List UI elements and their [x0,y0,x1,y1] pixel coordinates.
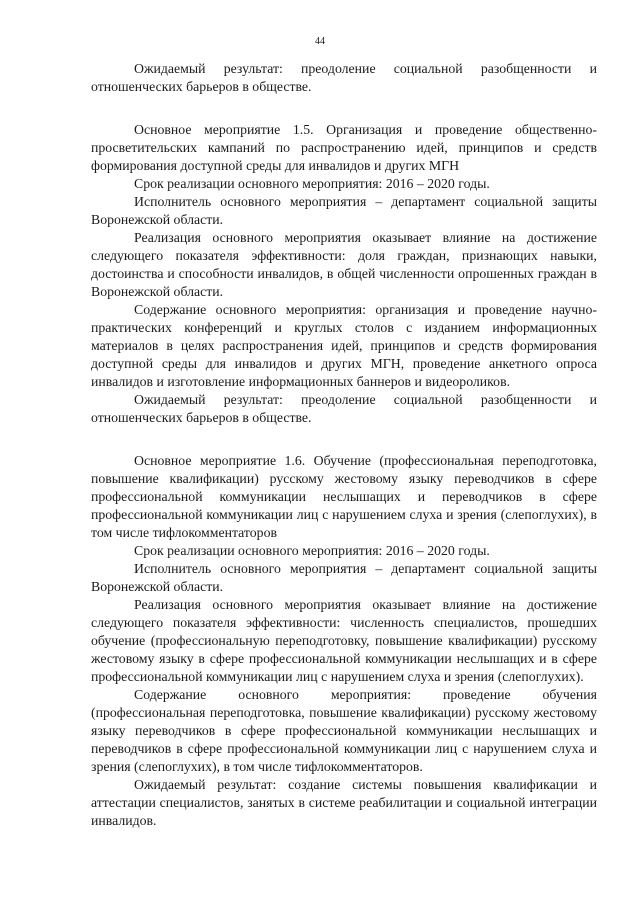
paragraph-expected-result-1-5: Ожидаемый результат: преодоление социальной разобщенности и отношенческих барьеров в обществе. [91,392,597,425]
paragraph-expected-result-1: Ожидаемый результат: преодоление социальной разобщенности и отношенческих барьеров в обществе. [91,61,597,94]
paragraph-impact-1-5: Реализация основного мероприятия оказывает влияние на достижение следующего показателя эффективности: доля граждан, признающих навыки, достоинства и способности инвалидов, в общей численности опрошенных граждан в Воронежской области. [91,230,597,299]
paragraph-expected-result-1-6: Ожидаемый результат: создание системы повышения квалификации и аттестации специалистов, занятых в системе реабилитации и социальной интеграции инвалидов. [91,777,597,828]
page-number: 44 [315,36,325,47]
paragraph-impact-1-6: Реализация основного мероприятия оказывает влияние на достижение следующего показателя эффективности: численность специалистов, прошедших обучение (профессиональную переподготовку, повышение квалификации) русскому жестовому языку в сфере профессиональной коммуникации неслышащих и в сфере профессиональной коммуникации лиц с нарушением слуха и зрения (слепоглухих). [91,597,597,684]
document-body [91,60,597,830]
paragraph-content-1-5: Содержание основного мероприятия: организация и проведение научно-практических конференций и круглых столов с изданием информационных материалов в целях распространения идей, принципов и средств формирования доступной среды для инвалидов и других МГН, проведение анкетного опроса инвалидов и изготовление информационных баннеров и видеороликов. [91,302,597,389]
paragraph-executor-1-6: Исполнитель основного мероприятия – департамент социальной защиты Воронежской области. [91,561,597,594]
paragraph-term-1-6: Срок реализации основного мероприятия: 2016 – 2020 годы. [134,543,490,558]
paragraph-term-1-5: Срок реализации основного мероприятия: 2016 – 2020 годы. [134,176,490,191]
paragraph-measure-1-5-title: Основное мероприятие 1.5. Организация и проведение общественно-просветительских кампаний по распространению идей, принципов и средств формирования доступной среды для инвалидов и других МГН [91,122,597,173]
paragraph-content-1-6: Содержание основного мероприятия: проведение обучения (профессиональная переподготовка, повышение квалификации) русскому жестовому языку переводчиков в сфере профессиональной коммуникации неслышащих и переводчиков в сфере профессиональной коммуникации лиц с нарушением слуха и зрения (слепоглухих), в том числе тифлокомментаторов. [91,687,597,774]
paragraph-measure-1-6-title: Основное мероприятие 1.6. Обучение (профессиональная переподготовка, повышение квалификации) русскому жестовому языку переводчиков в сфере профессиональной коммуникации неслышащих и переводчиков в сфере профессиональной коммуникации лиц с нарушением слуха и зрения (слепоглухих), в том числе тифлокомментаторов [91,453,597,540]
paragraph-executor-1-5: Исполнитель основного мероприятия – департамент социальной защиты Воронежской области. [91,194,597,227]
